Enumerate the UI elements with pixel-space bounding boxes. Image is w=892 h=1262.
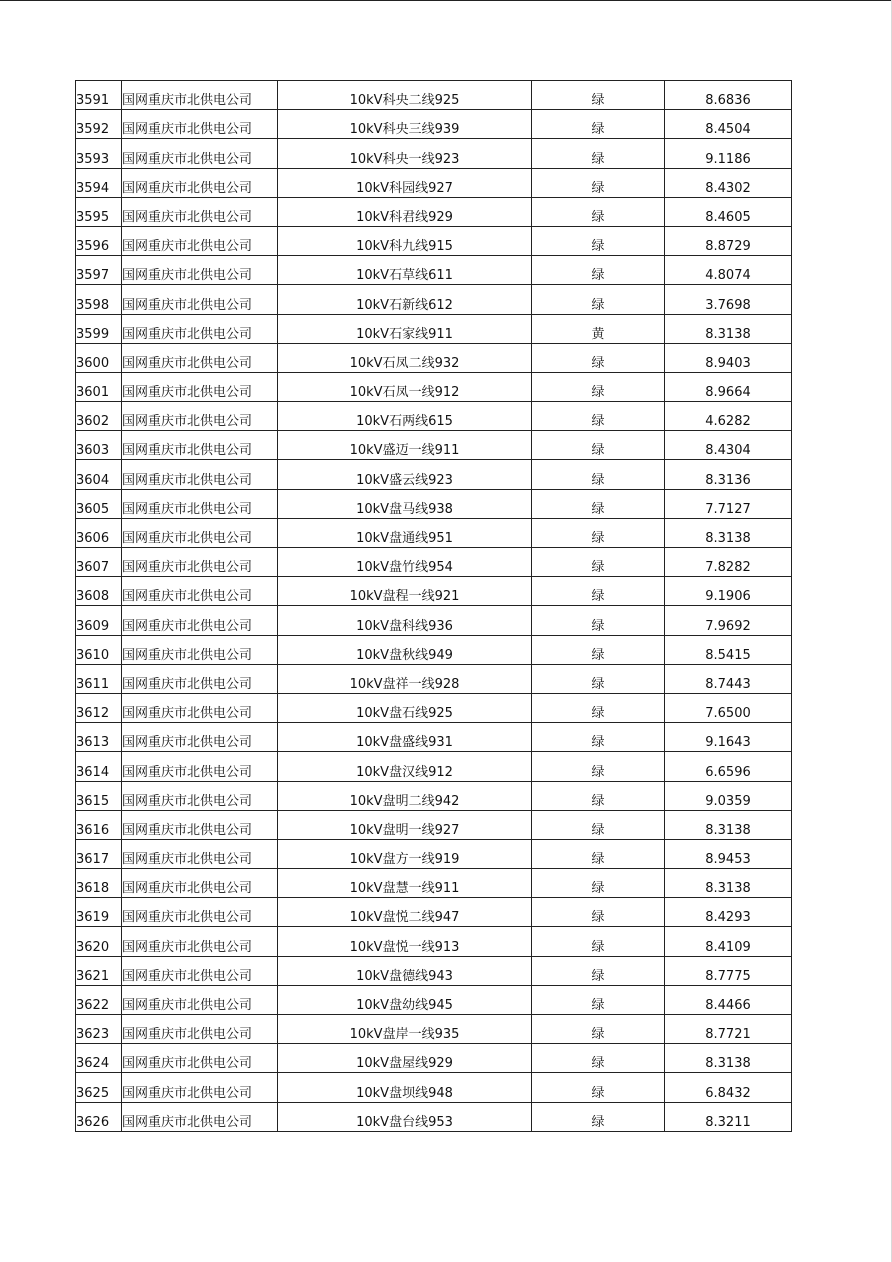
company-cell: 国网重庆市北供电公司 [122,285,278,314]
status-cell: 绿 [532,956,665,985]
line-name-cell: 10kV科央一线923 [278,139,532,168]
value-cell: 8.4605 [665,197,792,226]
line-name-cell: 10kV石凤一线912 [278,372,532,401]
table-row [76,839,792,868]
status-cell: 绿 [532,664,665,693]
company-cell: 国网重庆市北供电公司 [122,343,278,372]
table-row [76,810,792,839]
row-number-cell: 3606 [76,518,122,547]
value-cell: 8.4304 [665,431,792,460]
table-row [76,81,792,110]
value-cell: 8.3138 [665,518,792,547]
line-name-cell: 10kV盘慧一线911 [278,869,532,898]
line-name-cell: 10kV盘祥一线928 [278,664,532,693]
company-cell: 国网重庆市北供电公司 [122,781,278,810]
line-name-cell: 10kV盘通线951 [278,518,532,547]
line-name-cell: 10kV盘方一线919 [278,839,532,868]
value-cell: 8.3138 [665,314,792,343]
row-number-cell: 3608 [76,577,122,606]
row-number-cell: 3607 [76,548,122,577]
company-cell: 国网重庆市北供电公司 [122,139,278,168]
table-row [76,1102,792,1131]
table-row [76,898,792,927]
status-cell: 绿 [532,1102,665,1131]
row-number-cell: 3612 [76,693,122,722]
table-row [76,197,792,226]
line-name-cell: 10kV盘明一线927 [278,810,532,839]
company-cell: 国网重庆市北供电公司 [122,256,278,285]
value-cell: 8.7721 [665,1015,792,1044]
status-cell: 绿 [532,839,665,868]
value-cell: 9.0359 [665,781,792,810]
table-row [76,956,792,985]
status-cell: 绿 [532,752,665,781]
line-name-cell: 10kV科九线915 [278,226,532,255]
value-cell: 8.4109 [665,927,792,956]
row-number-cell: 3618 [76,869,122,898]
status-cell: 绿 [532,898,665,927]
status-cell: 绿 [532,285,665,314]
table-row [76,693,792,722]
line-name-cell: 10kV盘盛线931 [278,723,532,752]
status-cell: 绿 [532,577,665,606]
line-name-cell: 10kV盘竹线954 [278,548,532,577]
table-row [76,781,792,810]
table-row [76,431,792,460]
company-cell: 国网重庆市北供电公司 [122,1015,278,1044]
company-cell: 国网重庆市北供电公司 [122,402,278,431]
company-cell: 国网重庆市北供电公司 [122,548,278,577]
status-cell: 绿 [532,518,665,547]
row-number-cell: 3597 [76,256,122,285]
line-name-cell: 10kV石凤二线932 [278,343,532,372]
company-cell: 国网重庆市北供电公司 [122,314,278,343]
status-cell: 绿 [532,810,665,839]
status-cell: 绿 [532,869,665,898]
row-number-cell: 3615 [76,781,122,810]
value-cell: 8.9664 [665,372,792,401]
line-name-cell: 10kV科央三线939 [278,110,532,139]
row-number-cell: 3604 [76,460,122,489]
row-number-cell: 3617 [76,839,122,868]
table-row [76,489,792,518]
line-name-cell: 10kV石草线611 [278,256,532,285]
company-cell: 国网重庆市北供电公司 [122,372,278,401]
row-number-cell: 3600 [76,343,122,372]
value-cell: 8.4302 [665,168,792,197]
row-number-cell: 3592 [76,110,122,139]
company-cell: 国网重庆市北供电公司 [122,839,278,868]
row-number-cell: 3598 [76,285,122,314]
value-cell: 6.8432 [665,1073,792,1102]
value-cell: 8.6836 [665,81,792,110]
line-name-cell: 10kV盘秋线949 [278,635,532,664]
status-cell: 绿 [532,81,665,110]
row-number-cell: 3620 [76,927,122,956]
table-row [76,869,792,898]
value-cell: 8.3138 [665,1044,792,1073]
company-cell: 国网重庆市北供电公司 [122,1102,278,1131]
row-number-cell: 3611 [76,664,122,693]
table-row [76,110,792,139]
table-row [76,343,792,372]
company-cell: 国网重庆市北供电公司 [122,752,278,781]
status-cell: 绿 [532,985,665,1014]
line-name-cell: 10kV盘岸一线935 [278,1015,532,1044]
table-row [76,460,792,489]
company-cell: 国网重庆市北供电公司 [122,81,278,110]
row-number-cell: 3601 [76,372,122,401]
company-cell: 国网重庆市北供电公司 [122,723,278,752]
company-cell: 国网重庆市北供电公司 [122,489,278,518]
company-cell: 国网重庆市北供电公司 [122,518,278,547]
company-cell: 国网重庆市北供电公司 [122,869,278,898]
row-number-cell: 3603 [76,431,122,460]
row-number-cell: 3619 [76,898,122,927]
company-cell: 国网重庆市北供电公司 [122,460,278,489]
value-cell: 8.3138 [665,810,792,839]
table-row [76,314,792,343]
table-row [76,985,792,1014]
table-row [76,927,792,956]
row-number-cell: 3596 [76,226,122,255]
table-row [76,372,792,401]
status-cell: 绿 [532,693,665,722]
value-cell: 8.8729 [665,226,792,255]
row-number-cell: 3614 [76,752,122,781]
value-cell: 8.7443 [665,664,792,693]
row-number-cell: 3602 [76,402,122,431]
row-number-cell: 3625 [76,1073,122,1102]
line-name-cell: 10kV盘明二线942 [278,781,532,810]
line-name-cell: 10kV科央二线925 [278,81,532,110]
company-cell: 国网重庆市北供电公司 [122,927,278,956]
row-number-cell: 3621 [76,956,122,985]
line-name-cell: 10kV盘科线936 [278,606,532,635]
company-cell: 国网重庆市北供电公司 [122,810,278,839]
status-cell: 绿 [532,343,665,372]
line-name-cell: 10kV盘幼线945 [278,985,532,1014]
row-number-cell: 3609 [76,606,122,635]
value-cell: 7.8282 [665,548,792,577]
status-cell: 绿 [532,1073,665,1102]
line-name-cell: 10kV盘坝线948 [278,1073,532,1102]
table-row [76,226,792,255]
row-number-cell: 3599 [76,314,122,343]
value-cell: 8.3136 [665,460,792,489]
company-cell: 国网重庆市北供电公司 [122,226,278,255]
company-cell: 国网重庆市北供电公司 [122,664,278,693]
status-cell: 绿 [532,168,665,197]
page-top-border [0,0,892,1]
status-cell: 绿 [532,139,665,168]
table-row [76,1073,792,1102]
table-row [76,139,792,168]
value-cell: 9.1643 [665,723,792,752]
table-row [76,1044,792,1073]
company-cell: 国网重庆市北供电公司 [122,1044,278,1073]
status-cell: 绿 [532,460,665,489]
status-cell: 绿 [532,402,665,431]
line-name-cell: 10kV石两线615 [278,402,532,431]
value-cell: 7.6500 [665,693,792,722]
line-name-cell: 10kV科君线929 [278,197,532,226]
status-cell: 绿 [532,1044,665,1073]
status-cell: 绿 [532,927,665,956]
status-cell: 绿 [532,1015,665,1044]
table-row [76,402,792,431]
status-cell: 绿 [532,372,665,401]
row-number-cell: 3613 [76,723,122,752]
status-cell: 绿 [532,197,665,226]
row-number-cell: 3624 [76,1044,122,1073]
row-number-cell: 3610 [76,635,122,664]
value-cell: 6.6596 [665,752,792,781]
value-cell: 8.9453 [665,839,792,868]
status-cell: 绿 [532,226,665,255]
row-number-cell: 3591 [76,81,122,110]
line-name-cell: 10kV盘马线938 [278,489,532,518]
row-number-cell: 3594 [76,168,122,197]
line-name-cell: 10kV盘悦二线947 [278,898,532,927]
row-number-cell: 3623 [76,1015,122,1044]
line-name-cell: 10kV盘石线925 [278,693,532,722]
row-number-cell: 3616 [76,810,122,839]
company-cell: 国网重庆市北供电公司 [122,431,278,460]
table-row [76,577,792,606]
line-name-cell: 10kV盛云线923 [278,460,532,489]
row-number-cell: 3622 [76,985,122,1014]
line-name-cell: 10kV盘汉线912 [278,752,532,781]
company-cell: 国网重庆市北供电公司 [122,985,278,1014]
row-number-cell: 3605 [76,489,122,518]
company-cell: 国网重庆市北供电公司 [122,1073,278,1102]
line-name-cell: 10kV盘德线943 [278,956,532,985]
table-row [76,168,792,197]
status-cell: 绿 [532,606,665,635]
value-cell: 8.9403 [665,343,792,372]
status-cell: 绿 [532,635,665,664]
line-name-cell: 10kV科园线927 [278,168,532,197]
value-cell: 7.9692 [665,606,792,635]
value-cell: 4.8074 [665,256,792,285]
value-cell: 8.4293 [665,898,792,927]
company-cell: 国网重庆市北供电公司 [122,693,278,722]
line-name-cell: 10kV盘程一线921 [278,577,532,606]
company-cell: 国网重庆市北供电公司 [122,577,278,606]
value-cell: 4.6282 [665,402,792,431]
company-cell: 国网重庆市北供电公司 [122,168,278,197]
company-cell: 国网重庆市北供电公司 [122,197,278,226]
status-cell: 绿 [532,110,665,139]
status-cell: 绿 [532,723,665,752]
status-cell: 黄 [532,314,665,343]
row-number-cell: 3593 [76,139,122,168]
table-row [76,285,792,314]
value-cell: 9.1906 [665,577,792,606]
table-body [76,81,792,1132]
table-row [76,256,792,285]
line-name-cell: 10kV盛迈一线911 [278,431,532,460]
value-cell: 3.7698 [665,285,792,314]
company-cell: 国网重庆市北供电公司 [122,898,278,927]
value-cell: 7.7127 [665,489,792,518]
table-row [76,606,792,635]
value-cell: 8.4466 [665,985,792,1014]
table-row [76,752,792,781]
status-cell: 绿 [532,431,665,460]
line-name-cell: 10kV盘悦一线913 [278,927,532,956]
table-row [76,723,792,752]
table-row [76,548,792,577]
line-name-cell: 10kV石家线911 [278,314,532,343]
status-cell: 绿 [532,548,665,577]
line-name-cell: 10kV盘台线953 [278,1102,532,1131]
feeder-table [75,80,792,1132]
value-cell: 8.5415 [665,635,792,664]
value-cell: 8.3211 [665,1102,792,1131]
value-cell: 8.3138 [665,869,792,898]
row-number-cell: 3626 [76,1102,122,1131]
company-cell: 国网重庆市北供电公司 [122,635,278,664]
status-cell: 绿 [532,489,665,518]
table-row [76,518,792,547]
company-cell: 国网重庆市北供电公司 [122,956,278,985]
value-cell: 9.1186 [665,139,792,168]
company-cell: 国网重庆市北供电公司 [122,110,278,139]
table-row [76,635,792,664]
status-cell: 绿 [532,781,665,810]
table-row [76,1015,792,1044]
company-cell: 国网重庆市北供电公司 [122,606,278,635]
value-cell: 8.4504 [665,110,792,139]
line-name-cell: 10kV盘屋线929 [278,1044,532,1073]
line-name-cell: 10kV石新线612 [278,285,532,314]
status-cell: 绿 [532,256,665,285]
value-cell: 8.7775 [665,956,792,985]
row-number-cell: 3595 [76,197,122,226]
table-row [76,664,792,693]
